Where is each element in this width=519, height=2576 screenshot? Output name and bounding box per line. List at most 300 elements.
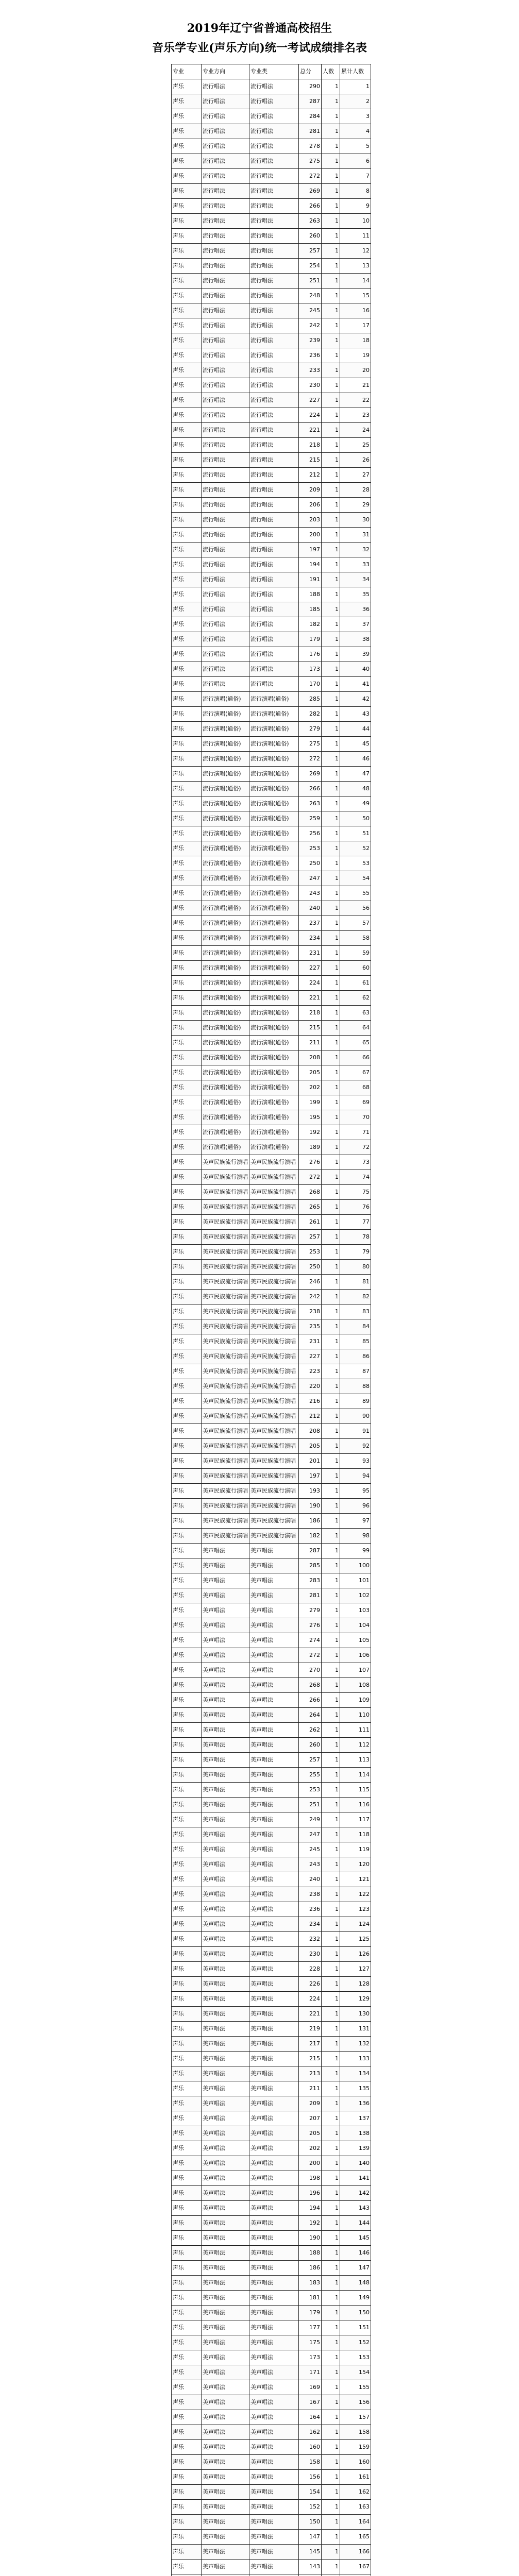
cell-cumulative: 161: [340, 2470, 371, 2485]
cell-count: 1: [322, 1588, 340, 1603]
cell-major: 声乐: [172, 2052, 202, 2066]
cell-count: 1: [322, 1170, 340, 1185]
cell-score: 208: [299, 1424, 322, 1439]
cell-score: 279: [299, 722, 322, 737]
cell-direction: 流行演唱(通俗): [202, 796, 249, 811]
cell-count: 1: [322, 692, 340, 707]
cell-score: 221: [299, 423, 322, 438]
table-row: [172, 1558, 371, 1573]
cell-major: 声乐: [172, 587, 202, 602]
cell-direction: 美声民族流行演唱: [202, 1469, 249, 1484]
cell-score: 205: [299, 1439, 322, 1454]
cell-direction: 美声唱法: [202, 1588, 249, 1603]
cell-score: 215: [299, 453, 322, 468]
cell-category: 美声唱法: [249, 2037, 299, 2052]
cell-count: 1: [322, 2201, 340, 2216]
cell-cumulative: 103: [340, 1603, 371, 1618]
cell-count: 1: [322, 1708, 340, 1723]
table-row: [172, 557, 371, 572]
cell-major: 声乐: [172, 752, 202, 767]
cell-score: 266: [299, 782, 322, 796]
cell-major: 声乐: [172, 2007, 202, 2022]
cell-major: 声乐: [172, 2515, 202, 2530]
cell-score: 243: [299, 886, 322, 901]
cell-major: 声乐: [172, 2485, 202, 2500]
cell-score: 240: [299, 901, 322, 916]
table-row: [172, 2455, 371, 2470]
cell-category: 流行唱法: [249, 572, 299, 587]
cell-score: 262: [299, 1723, 322, 1738]
table-row: [172, 1992, 371, 2007]
cell-cumulative: 120: [340, 1857, 371, 1872]
cell-direction: 美声民族流行演唱: [202, 1379, 249, 1394]
cell-score: 194: [299, 2201, 322, 2216]
cell-cumulative: 67: [340, 1065, 371, 1080]
cell-score: 170: [299, 677, 322, 692]
cell-category: 美声唱法: [249, 2440, 299, 2455]
cell-direction: 流行唱法: [202, 109, 249, 124]
cell-major: 声乐: [172, 871, 202, 886]
cell-major: 声乐: [172, 199, 202, 214]
cell-count: 1: [322, 946, 340, 961]
cell-major: 声乐: [172, 1887, 202, 1902]
cell-category: 美声民族流行演唱: [249, 1514, 299, 1529]
header-count: 人数: [322, 64, 340, 79]
cell-category: 流行演唱(通俗): [249, 1095, 299, 1110]
cell-count: 1: [322, 1573, 340, 1588]
cell-count: 1: [322, 1349, 340, 1364]
cell-category: 流行唱法: [249, 468, 299, 483]
cell-cumulative: 111: [340, 1723, 371, 1738]
cell-cumulative: 4: [340, 124, 371, 139]
cell-count: 1: [322, 901, 340, 916]
cell-category: 美声唱法: [249, 2350, 299, 2365]
table-row: [172, 841, 371, 856]
cell-count: 1: [322, 662, 340, 677]
cell-count: 1: [322, 811, 340, 826]
cell-major: 声乐: [172, 124, 202, 139]
cell-count: 1: [322, 2231, 340, 2246]
cell-count: 1: [322, 1140, 340, 1155]
cell-direction: 美声民族流行演唱: [202, 1454, 249, 1469]
cell-cumulative: 123: [340, 1902, 371, 1917]
cell-score: 235: [299, 1319, 322, 1334]
table-row: [172, 244, 371, 259]
cell-category: 流行唱法: [249, 244, 299, 259]
cell-category: 美声民族流行演唱: [249, 1290, 299, 1304]
cell-major: 声乐: [172, 214, 202, 229]
table-row: [172, 2560, 371, 2574]
cell-major: 声乐: [172, 901, 202, 916]
cell-direction: 美声唱法: [202, 2231, 249, 2246]
cell-major: 声乐: [172, 1469, 202, 1484]
cell-cumulative: 29: [340, 498, 371, 513]
cell-category: 流行演唱(通俗): [249, 976, 299, 991]
cell-direction: 流行唱法: [202, 513, 249, 528]
cell-direction: 流行演唱(通俗): [202, 1036, 249, 1050]
cell-count: 1: [322, 1394, 340, 1409]
table-row: [172, 1006, 371, 1021]
cell-score: 197: [299, 1469, 322, 1484]
table-row: [172, 796, 371, 811]
cell-cumulative: 86: [340, 1349, 371, 1364]
cell-score: 253: [299, 1783, 322, 1798]
table-row: [172, 1588, 371, 1603]
cell-count: 1: [322, 498, 340, 513]
cell-score: 237: [299, 916, 322, 931]
cell-category: 美声唱法: [249, 1812, 299, 1827]
table-row: [172, 2380, 371, 2395]
cell-score: 197: [299, 543, 322, 557]
cell-category: 美声民族流行演唱: [249, 1275, 299, 1290]
cell-direction: 美声唱法: [202, 1678, 249, 1693]
cell-cumulative: 145: [340, 2231, 371, 2246]
cell-major: 声乐: [172, 647, 202, 662]
cell-cumulative: 144: [340, 2216, 371, 2231]
cell-category: 美声唱法: [249, 2201, 299, 2216]
cell-cumulative: 124: [340, 1917, 371, 1932]
cell-major: 声乐: [172, 184, 202, 199]
cell-count: 1: [322, 1723, 340, 1738]
table-row: [172, 767, 371, 782]
cell-major: 声乐: [172, 1947, 202, 1962]
table-row: [172, 1424, 371, 1439]
cell-major: 声乐: [172, 2545, 202, 2560]
cell-direction: 流行唱法: [202, 169, 249, 184]
cell-category: [249, 2574, 299, 2576]
cell-category: 流行唱法: [249, 214, 299, 229]
cell-count: 1: [322, 961, 340, 976]
table-row: [172, 752, 371, 767]
cell-count: 1: [322, 2081, 340, 2096]
cell-cumulative: 34: [340, 572, 371, 587]
cell-cumulative: 147: [340, 2261, 371, 2276]
cell-score: 188: [299, 2246, 322, 2261]
cell-category: 美声唱法: [249, 1544, 299, 1558]
cell-count: 1: [322, 1783, 340, 1798]
table-row: [172, 2335, 371, 2350]
cell-direction: 流行唱法: [202, 303, 249, 318]
table-body: [172, 79, 371, 2576]
table-row: [172, 961, 371, 976]
cell-count: 1: [322, 2395, 340, 2410]
cell-count: 1: [322, 214, 340, 229]
cell-count: 1: [322, 2276, 340, 2291]
cell-category: 美声唱法: [249, 2111, 299, 2126]
cell-category: 流行演唱(通俗): [249, 886, 299, 901]
cell-direction: 美声唱法: [202, 1992, 249, 2007]
cell-direction: 流行唱法: [202, 214, 249, 229]
table-row: [172, 602, 371, 617]
cell-count: 1: [322, 2306, 340, 2320]
cell-score: 221: [299, 991, 322, 1006]
cell-direction: 美声唱法: [202, 2425, 249, 2440]
document-subtitle: 音乐学专业(声乐方向)统一考试成绩排名表: [152, 41, 367, 55]
cell-count: 1: [322, 1364, 340, 1379]
cell-direction: 美声民族流行演唱: [202, 1349, 249, 1364]
cell-cumulative: 156: [340, 2395, 371, 2410]
cell-cumulative: 150: [340, 2306, 371, 2320]
cell-category: 流行唱法: [249, 438, 299, 453]
cell-cumulative: 68: [340, 1080, 371, 1095]
cell-cumulative: 90: [340, 1409, 371, 1424]
cell-count: 1: [322, 1245, 340, 1260]
cell-count: 1: [322, 1977, 340, 1992]
cell-cumulative: 13: [340, 259, 371, 274]
cell-score: 147: [299, 2530, 322, 2545]
cell-major: 声乐: [172, 1857, 202, 1872]
cell-direction: 流行演唱(通俗): [202, 722, 249, 737]
cell-category: 流行唱法: [249, 348, 299, 363]
cell-cumulative: 12: [340, 244, 371, 259]
cell-count: 1: [322, 1827, 340, 1842]
cell-major: 声乐: [172, 423, 202, 438]
cell-cumulative: 16: [340, 303, 371, 318]
cell-cumulative: 81: [340, 1275, 371, 1290]
cell-category: 流行唱法: [249, 274, 299, 289]
cell-category: 流行演唱(通俗): [249, 841, 299, 856]
cell-major: 声乐: [172, 1424, 202, 1439]
table-row: [172, 1439, 371, 1454]
cell-category: 流行演唱(通俗): [249, 826, 299, 841]
cell-major: 声乐: [172, 1409, 202, 1424]
cell-cumulative: 48: [340, 782, 371, 796]
cell-major: 声乐: [172, 1783, 202, 1798]
table-row: [172, 856, 371, 871]
table-row: [172, 1036, 371, 1050]
cell-major: 声乐: [172, 2320, 202, 2335]
cell-score: 247: [299, 1827, 322, 1842]
cell-score: 283: [299, 1573, 322, 1588]
cell-category: 美声唱法: [249, 1768, 299, 1783]
table-row: [172, 1529, 371, 1544]
cell-score: 285: [299, 1558, 322, 1573]
cell-score: 254: [299, 259, 322, 274]
cell-category: 流行唱法: [249, 94, 299, 109]
cell-major: 声乐: [172, 1006, 202, 1021]
table-row: [172, 393, 371, 408]
cell-direction: 美声唱法: [202, 1842, 249, 1857]
table-row: [172, 1230, 371, 1245]
cell-category: 流行演唱(通俗): [249, 856, 299, 871]
cell-category: 美声唱法: [249, 2007, 299, 2022]
cell-category: 流行唱法: [249, 677, 299, 692]
cell-score: 260: [299, 1738, 322, 1753]
cell-count: 1: [322, 393, 340, 408]
cell-cumulative: 70: [340, 1110, 371, 1125]
cell-category: 美声唱法: [249, 2231, 299, 2246]
cell-count: 1: [322, 244, 340, 259]
header-category: 专业类: [249, 64, 299, 79]
cell-score: 182: [299, 617, 322, 632]
cell-category: 流行唱法: [249, 602, 299, 617]
cell-score: 238: [299, 1887, 322, 1902]
cell-category: 流行唱法: [249, 378, 299, 393]
cell-count: 1: [322, 1499, 340, 1514]
cell-direction: 美声唱法: [202, 1648, 249, 1663]
cell-count: 1: [322, 1947, 340, 1962]
cell-direction: 流行演唱(通俗): [202, 767, 249, 782]
cell-score: 281: [299, 1588, 322, 1603]
cell-cumulative: 61: [340, 976, 371, 991]
cell-direction: 美声民族流行演唱: [202, 1499, 249, 1514]
cell-major: 声乐: [172, 602, 202, 617]
cell-direction: 流行唱法: [202, 423, 249, 438]
cell-count: 1: [322, 1992, 340, 2007]
cell-count: 1: [322, 1110, 340, 1125]
cell-major: 声乐: [172, 557, 202, 572]
cell-category: 美声唱法: [249, 1992, 299, 2007]
cell-count: 1: [322, 2111, 340, 2126]
cell-score: 281: [299, 124, 322, 139]
table-row: [172, 1364, 371, 1379]
cell-major: 声乐: [172, 2425, 202, 2440]
cell-major: 声乐: [172, 1842, 202, 1857]
cell-major: 声乐: [172, 2022, 202, 2037]
cell-category: 流行唱法: [249, 79, 299, 94]
cell-count: 1: [322, 1036, 340, 1050]
cell-major: 声乐: [172, 662, 202, 677]
cell-count: 1: [322, 528, 340, 543]
table-row: [172, 1887, 371, 1902]
cell-score: 230: [299, 1947, 322, 1962]
cell-cumulative: 91: [340, 1424, 371, 1439]
cell-cumulative: 11: [340, 229, 371, 244]
cell-cumulative: 88: [340, 1379, 371, 1394]
cell-direction: 美声唱法: [202, 2037, 249, 2052]
cell-score: 227: [299, 1349, 322, 1364]
cell-category: 流行唱法: [249, 289, 299, 303]
cell-direction: 美声民族流行演唱: [202, 1304, 249, 1319]
cell-category: 流行演唱(通俗): [249, 991, 299, 1006]
cell-cumulative: 135: [340, 2081, 371, 2096]
cell-category: 流行唱法: [249, 408, 299, 423]
table-row: [172, 826, 371, 841]
cell-score: 185: [299, 602, 322, 617]
cell-direction: 流行唱法: [202, 94, 249, 109]
cell-score: 205: [299, 1065, 322, 1080]
cell-cumulative: 73: [340, 1155, 371, 1170]
cell-major: 声乐: [172, 1364, 202, 1379]
table-row: [172, 1514, 371, 1529]
cell-score: 181: [299, 2291, 322, 2306]
cell-major: 声乐: [172, 169, 202, 184]
cell-score: 190: [299, 1499, 322, 1514]
cell-direction: 美声唱法: [202, 2470, 249, 2485]
cell-cumulative: 24: [340, 423, 371, 438]
cell-major: 声乐: [172, 2395, 202, 2410]
cell-count: 1: [322, 378, 340, 393]
cell-score: 213: [299, 2066, 322, 2081]
cell-direction: 流行唱法: [202, 154, 249, 169]
table-row: [172, 303, 371, 318]
cell-category: 美声唱法: [249, 1827, 299, 1842]
cell-count: 1: [322, 1304, 340, 1319]
cell-score: 211: [299, 1036, 322, 1050]
cell-direction: 美声唱法: [202, 2246, 249, 2261]
cell-cumulative: 149: [340, 2291, 371, 2306]
cell-score: 198: [299, 2171, 322, 2186]
cell-score: 272: [299, 1648, 322, 1663]
cell-direction: 流行唱法: [202, 289, 249, 303]
cell-direction: 流行唱法: [202, 528, 249, 543]
table-row: [172, 2530, 371, 2545]
cell-score: 175: [299, 2335, 322, 2350]
cell-cumulative: 137: [340, 2111, 371, 2126]
cell-cumulative: 151: [340, 2320, 371, 2335]
cell-count: 1: [322, 2261, 340, 2276]
cell-major: 声乐: [172, 572, 202, 587]
cell-direction: 美声唱法: [202, 1902, 249, 1917]
cell-cumulative: 15: [340, 289, 371, 303]
cell-category: 流行唱法: [249, 109, 299, 124]
cell-cumulative: 85: [340, 1334, 371, 1349]
cell-score: 208: [299, 1050, 322, 1065]
cell-category: 流行唱法: [249, 124, 299, 139]
table-row: [172, 1827, 371, 1842]
cell-cumulative: 109: [340, 1693, 371, 1708]
table-row: [172, 1290, 371, 1304]
cell-score: 169: [299, 2380, 322, 2395]
table-row: [172, 1200, 371, 1215]
cell-score: 186: [299, 2261, 322, 2276]
cell-cumulative: 129: [340, 1992, 371, 2007]
cell-cumulative: 58: [340, 931, 371, 946]
table-row: [172, 1902, 371, 1917]
cell-count: 1: [322, 2126, 340, 2141]
cell-count: [322, 2574, 340, 2576]
cell-cumulative: 122: [340, 1887, 371, 1902]
cell-count: 1: [322, 1275, 340, 1290]
cell-direction: 美声唱法: [202, 2081, 249, 2096]
cell-direction: 美声唱法: [202, 2291, 249, 2306]
cell-major: 声乐: [172, 2440, 202, 2455]
cell-major: 声乐: [172, 2066, 202, 2081]
table-row: [172, 1050, 371, 1065]
cell-cumulative: 3: [340, 109, 371, 124]
cell-category: 美声民族流行演唱: [249, 1484, 299, 1499]
cell-cumulative: 128: [340, 1977, 371, 1992]
cell-major: 声乐: [172, 1125, 202, 1140]
cell-category: 流行唱法: [249, 303, 299, 318]
cell-cumulative: 107: [340, 1663, 371, 1678]
cell-cumulative: 82: [340, 1290, 371, 1304]
cell-major: 声乐: [172, 1558, 202, 1573]
cell-category: 美声唱法: [249, 2022, 299, 2037]
cell-cumulative: 51: [340, 826, 371, 841]
cell-cumulative: 146: [340, 2246, 371, 2261]
cell-count: 1: [322, 2186, 340, 2201]
cell-score: 268: [299, 1678, 322, 1693]
table-row: [172, 274, 371, 289]
cell-count: 1: [322, 991, 340, 1006]
cell-cumulative: 162: [340, 2485, 371, 2500]
cell-category: 美声唱法: [249, 2156, 299, 2171]
cell-count: 1: [322, 1409, 340, 1424]
cell-score: 202: [299, 1080, 322, 1095]
cell-direction: 美声唱法: [202, 1544, 249, 1558]
table-row: [172, 1065, 371, 1080]
cell-cumulative: 80: [340, 1260, 371, 1275]
cell-category: 流行唱法: [249, 483, 299, 498]
cell-major: 声乐: [172, 259, 202, 274]
cell-direction: 美声民族流行演唱: [202, 1245, 249, 1260]
cell-cumulative: 45: [340, 737, 371, 752]
table-row: [172, 1080, 371, 1095]
cell-cumulative: 59: [340, 946, 371, 961]
cell-direction: 美声唱法: [202, 2530, 249, 2545]
cell-count: 1: [322, 782, 340, 796]
